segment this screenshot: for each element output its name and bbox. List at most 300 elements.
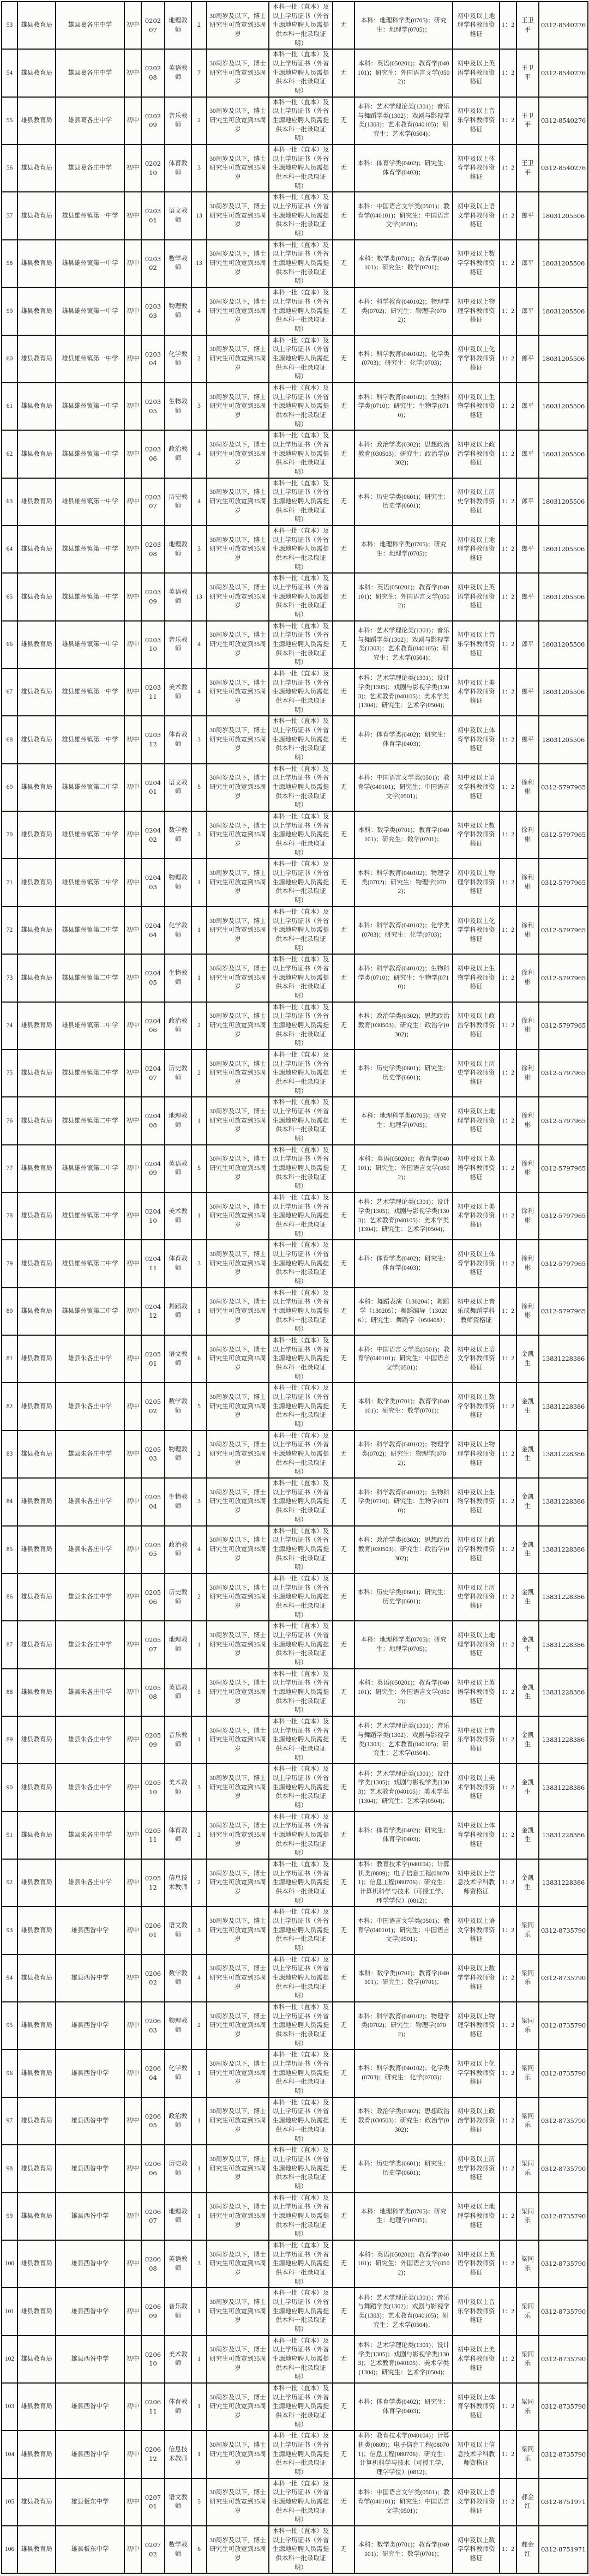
cell-contact-phone: 0312-8540276 (539, 144, 588, 192)
cell-seq-number: 101 (2, 2288, 17, 2335)
cell-exam-ratio: 1：2 (500, 1192, 516, 1240)
cell-post-code: 020311 (141, 668, 165, 716)
recruitment-job-table (1, 1, 588, 2574)
cell-school-name: 雄县雄州镇第一中学 (56, 668, 124, 716)
cell-major-requirement: 本科：艺术学理论类(1301)；设计学类(1305)；戏剧与影视学类(1303)；艺术教育(040105)；美术学类(1304)；研究生：艺术学(0504)； (354, 1764, 453, 1811)
table-row (2, 811, 588, 859)
cell-post-code: 020701 (141, 2478, 165, 2526)
cell-headcount: 1 (191, 1192, 207, 1240)
cell-other-requirement: 无 (333, 240, 354, 287)
cell-exam-ratio: 1：2 (500, 2383, 516, 2430)
cell-seq-number: 73 (2, 954, 17, 1002)
cell-degree-requirement: 本科一批（直本）及以上学历证书（外省生源地应聘人员需提供本科一批录取证明） (269, 1097, 333, 1144)
cell-post-title: 化学教师 (165, 907, 191, 954)
cell-contact-person: 王卫平 (516, 2, 539, 49)
cell-supervising-bureau: 雄县教育局 (17, 1812, 56, 1859)
cell-degree-requirement: 本科一批（直本）及以上学历证书（外省生源地应聘人员需提供本科一批录取证明） (269, 1002, 333, 1049)
cell-school-name: 雄县葛各庄中学 (56, 49, 124, 96)
cell-exam-ratio: 1：2 (500, 478, 516, 526)
cell-headcount: 2 (191, 1859, 207, 1907)
table-row (2, 1478, 588, 1525)
cell-seq-number: 95 (2, 2002, 17, 2049)
cell-school-stage: 初中 (124, 97, 141, 144)
cell-post-code: 020310 (141, 621, 165, 668)
cell-major-requirement: 本科：艺术学理论类(1301)；音乐与舞蹈学类(1302)；戏剧与影视学类(1303)；艺术教育(040105)；研究生：艺术学(0504)； (354, 1716, 453, 1764)
cell-post-title: 英语教师 (165, 573, 191, 620)
cell-post-code: 020504 (141, 1478, 165, 1525)
cell-school-stage: 初中 (124, 1907, 141, 1954)
cell-exam-ratio: 1：2 (500, 1431, 516, 1478)
cell-major-requirement: 本科：体育学类(0402)；研究生：体育学(0403)； (354, 2383, 453, 2430)
cell-contact-phone: 0312-5797965 (539, 954, 588, 1002)
cell-degree-requirement: 本科一批（直本）及以上学历证书（外省生源地应聘人员需提供本科一批录取证明） (269, 2049, 333, 2097)
cell-school-stage: 初中 (124, 2526, 141, 2573)
cell-post-code: 020303 (141, 287, 165, 335)
cell-headcount: 13 (191, 240, 207, 287)
cell-age-requirement: 30周岁及以下，博士研究生可放宽到35周岁 (207, 1907, 269, 1954)
cell-teacher-certificate: 初中及以上音乐学科教师资格证 (453, 2288, 500, 2335)
cell-teacher-certificate: 初中及以上体育学科教师资格证 (453, 1240, 500, 1287)
cell-major-requirement: 本科：科学教育(040102)；物理学类(0702)；研究生：物理学(0702)； (354, 1431, 453, 1478)
cell-school-name: 雄县朱各庄中学 (56, 1431, 124, 1478)
cell-school-name: 雄县雄州镇第一中学 (56, 383, 124, 430)
cell-school-stage: 初中 (124, 2240, 141, 2288)
cell-school-name: 雄县雄州镇第一中学 (56, 716, 124, 763)
cell-teacher-certificate: 初中及以上体育学科教师资格证 (453, 1812, 500, 1859)
cell-degree-requirement: 本科一批（直本）及以上学历证书（外省生源地应聘人员需提供本科一批录取证明） (269, 668, 333, 716)
cell-other-requirement: 无 (333, 1859, 354, 1907)
cell-contact-phone: 13831228386 (539, 1812, 588, 1859)
cell-supervising-bureau: 雄县教育局 (17, 1288, 56, 1335)
cell-contact-phone: 0312-8735790 (539, 2097, 588, 2145)
cell-headcount: 4 (191, 668, 207, 716)
cell-post-title: 体育教师 (165, 1240, 191, 1287)
cell-exam-ratio: 1：2 (500, 335, 516, 383)
cell-exam-ratio: 1：2 (500, 573, 516, 620)
cell-school-stage: 初中 (124, 2478, 141, 2526)
cell-seq-number: 94 (2, 1954, 17, 2002)
cell-degree-requirement: 本科一批（直本）及以上学历证书（外省生源地应聘人员需提供本科一批录取证明） (269, 1049, 333, 1097)
cell-supervising-bureau: 雄县教育局 (17, 2193, 56, 2240)
cell-school-name: 雄县朱各庄中学 (56, 1526, 124, 1573)
cell-major-requirement: 本科：艺术学理论类(1301)；音乐与舞蹈学类(1302)；戏剧与影视学类(1303)；艺术教育(040105)；研究生：艺术学(0504)； (354, 2288, 453, 2335)
cell-seq-number: 104 (2, 2430, 17, 2478)
cell-post-code: 020608 (141, 2240, 165, 2288)
cell-school-stage: 初中 (124, 49, 141, 96)
cell-post-title: 音乐教师 (165, 97, 191, 144)
cell-degree-requirement: 本科一批（直本）及以上学历证书（外省生源地应聘人员需提供本科一批录取证明） (269, 1383, 333, 1430)
cell-teacher-certificate: 初中及以上语文学科教师资格证 (453, 192, 500, 239)
cell-teacher-certificate: 初中及以上政治学科教师资格证 (453, 1526, 500, 1573)
cell-supervising-bureau: 雄县教育局 (17, 1192, 56, 1240)
cell-school-name: 雄县雄州镇第一中学 (56, 573, 124, 620)
cell-post-title: 数学教师 (165, 240, 191, 287)
cell-school-stage: 初中 (124, 1192, 141, 1240)
cell-post-code: 020307 (141, 478, 165, 526)
cell-contact-phone: 13831228386 (539, 1335, 588, 1383)
cell-exam-ratio: 1：2 (500, 1240, 516, 1287)
cell-degree-requirement: 本科一批（直本）及以上学历证书（外省生源地应聘人员需提供本科一批录取证明） (269, 2145, 333, 2192)
cell-supervising-bureau: 雄县教育局 (17, 2002, 56, 2049)
cell-school-name: 雄县雄州镇第二中学 (56, 811, 124, 859)
cell-major-requirement: 本科：科学教育(040102)；物理学类(0702)；研究生：物理学(0702)； (354, 287, 453, 335)
cell-post-code: 020511 (141, 1812, 165, 1859)
cell-other-requirement: 无 (333, 2430, 354, 2478)
cell-major-requirement: 本科：历史学类(0601)；研究生：历史学(0601)； (354, 478, 453, 526)
cell-seq-number: 105 (2, 2478, 17, 2526)
cell-other-requirement: 无 (333, 335, 354, 383)
cell-exam-ratio: 1：2 (500, 1907, 516, 1954)
cell-teacher-certificate: 初中及以上物理学科教师资格证 (453, 287, 500, 335)
cell-contact-person: 梁同乐 (516, 1954, 539, 2002)
cell-degree-requirement: 本科一批（直本）及以上学历证书（外省生源地应聘人员需提供本科一批录取证明） (269, 1573, 333, 1621)
cell-contact-person: 梁同乐 (516, 2002, 539, 2049)
cell-other-requirement: 无 (333, 2002, 354, 2049)
cell-post-code: 020602 (141, 1954, 165, 2002)
cell-major-requirement: 本科：艺术学理论类(1301)；设计学类(1305)；戏剧与影视学类(1303)；艺术教育(040105)；美术学类(1304)；研究生：艺术学(0504)； (354, 2336, 453, 2383)
cell-headcount: 1 (191, 2049, 207, 2097)
table-row (2, 430, 588, 478)
cell-supervising-bureau: 雄县教育局 (17, 2336, 56, 2383)
cell-post-code: 020702 (141, 2526, 165, 2573)
cell-contact-phone: 0312-8735790 (539, 1954, 588, 2002)
cell-exam-ratio: 1：2 (500, 621, 516, 668)
cell-teacher-certificate: 初中及以上音乐或舞蹈学科教师资格证 (453, 1288, 500, 1335)
cell-seq-number: 102 (2, 2336, 17, 2383)
cell-contact-person: 郎平 (516, 526, 539, 573)
cell-post-code: 020404 (141, 907, 165, 954)
cell-post-title: 信息技术教师 (165, 1859, 191, 1907)
table-row (2, 1669, 588, 1716)
cell-post-code: 020506 (141, 1573, 165, 1621)
cell-seq-number: 59 (2, 287, 17, 335)
cell-contact-phone: 18031205506 (539, 668, 588, 716)
cell-supervising-bureau: 雄县教育局 (17, 2430, 56, 2478)
cell-supervising-bureau: 雄县教育局 (17, 2383, 56, 2430)
cell-major-requirement: 本科：中国语言文学类(0501)；教育学(040101)；研究生：中国语言文学(0501)； (354, 2478, 453, 2526)
cell-contact-person: 徐利彬 (516, 859, 539, 906)
cell-school-name: 雄县西昝中学 (56, 2002, 124, 2049)
cell-seq-number: 58 (2, 240, 17, 287)
cell-degree-requirement: 本科一批（直本）及以上学历证书（外省生源地应聘人员需提供本科一批录取证明） (269, 97, 333, 144)
cell-headcount: 4 (191, 287, 207, 335)
cell-school-name: 雄县板东中学 (56, 2526, 124, 2573)
cell-teacher-certificate: 初中及以上数学学科教师资格证 (453, 240, 500, 287)
cell-age-requirement: 30周岁及以下，博士研究生可放宽到35周岁 (207, 144, 269, 192)
cell-other-requirement: 无 (333, 97, 354, 144)
cell-degree-requirement: 本科一批（直本）及以上学历证书（外省生源地应聘人员需提供本科一批录取证明） (269, 1478, 333, 1525)
table-row (2, 2383, 588, 2430)
cell-supervising-bureau: 雄县教育局 (17, 1049, 56, 1097)
cell-seq-number: 97 (2, 2097, 17, 2145)
cell-headcount: 1 (191, 2336, 207, 2383)
cell-post-code: 020209 (141, 97, 165, 144)
cell-age-requirement: 30周岁及以下，博士研究生可放宽到35周岁 (207, 1526, 269, 1573)
cell-seq-number: 78 (2, 1192, 17, 1240)
cell-teacher-certificate: 初中及以上历史学科教师资格证 (453, 478, 500, 526)
cell-seq-number: 54 (2, 49, 17, 96)
table-row (2, 954, 588, 1002)
cell-teacher-certificate: 初中及以上政治学科教师资格证 (453, 2097, 500, 2145)
cell-exam-ratio: 1：2 (500, 2240, 516, 2288)
cell-post-title: 历史教师 (165, 1049, 191, 1097)
cell-supervising-bureau: 雄县教育局 (17, 478, 56, 526)
cell-supervising-bureau: 雄县教育局 (17, 49, 56, 96)
cell-degree-requirement: 本科一批（直本）及以上学历证书（外省生源地应聘人员需提供本科一批录取证明） (269, 49, 333, 96)
cell-exam-ratio: 1：2 (500, 2097, 516, 2145)
cell-exam-ratio: 1：2 (500, 2193, 516, 2240)
cell-other-requirement: 无 (333, 2383, 354, 2430)
cell-post-title: 语文教师 (165, 2478, 191, 2526)
cell-degree-requirement: 本科一批（直本）及以上学历证书（外省生源地应聘人员需提供本科一批录取证明） (269, 1716, 333, 1764)
cell-exam-ratio: 1：2 (500, 764, 516, 811)
cell-contact-person: 郎平 (516, 335, 539, 383)
cell-seq-number: 69 (2, 764, 17, 811)
cell-supervising-bureau: 雄县教育局 (17, 1621, 56, 1668)
cell-other-requirement: 无 (333, 1049, 354, 1097)
cell-age-requirement: 30周岁及以下，博士研究生可放宽到35周岁 (207, 1288, 269, 1335)
cell-school-stage: 初中 (124, 668, 141, 716)
table-row (2, 573, 588, 620)
cell-headcount: 4 (191, 430, 207, 478)
cell-headcount: 1 (191, 2193, 207, 2240)
cell-contact-phone: 0312-5797965 (539, 811, 588, 859)
cell-teacher-certificate: 初中及以上语文学科教师资格证 (453, 764, 500, 811)
cell-major-requirement: 本科：英语(050201)；教育学(040101)；研究生：外国语言文学(0502)； (354, 1145, 453, 1192)
cell-age-requirement: 30周岁及以下，博士研究生可放宽到35周岁 (207, 859, 269, 906)
cell-contact-person: 金凯生 (516, 1764, 539, 1811)
cell-post-code: 020604 (141, 2049, 165, 2097)
cell-headcount: 3 (191, 526, 207, 573)
cell-age-requirement: 30周岁及以下，博士研究生可放宽到35周岁 (207, 240, 269, 287)
cell-age-requirement: 30周岁及以下，博士研究生可放宽到35周岁 (207, 1145, 269, 1192)
cell-age-requirement: 30周岁及以下，博士研究生可放宽到35周岁 (207, 1573, 269, 1621)
cell-age-requirement: 30周岁及以下，博士研究生可放宽到35周岁 (207, 1764, 269, 1811)
cell-contact-phone: 13831228386 (539, 1716, 588, 1764)
cell-post-code: 020411 (141, 1240, 165, 1287)
cell-post-title: 音乐教师 (165, 621, 191, 668)
cell-exam-ratio: 1：2 (500, 1764, 516, 1811)
cell-contact-person: 徐利彬 (516, 1002, 539, 1049)
cell-school-stage: 初中 (124, 621, 141, 668)
cell-headcount: 1 (191, 2383, 207, 2430)
cell-headcount: 3 (191, 383, 207, 430)
cell-contact-phone: 13831228386 (539, 1669, 588, 1716)
cell-supervising-bureau: 雄县教育局 (17, 1859, 56, 1907)
cell-seq-number: 103 (2, 2383, 17, 2430)
cell-teacher-certificate: 初中及以上生物学科教师资格证 (453, 1478, 500, 1525)
table-row (2, 1954, 588, 2002)
cell-contact-phone: 13831228386 (539, 1478, 588, 1525)
cell-post-title: 物理教师 (165, 287, 191, 335)
cell-post-title: 语文教师 (165, 192, 191, 239)
cell-major-requirement: 本科：科学教育(040102)；化学类(0703)；研究生：化学(0703)； (354, 335, 453, 383)
cell-school-stage: 初中 (124, 1288, 141, 1335)
cell-school-stage: 初中 (124, 430, 141, 478)
cell-supervising-bureau: 雄县教育局 (17, 1954, 56, 2002)
cell-age-requirement: 30周岁及以下，博士研究生可放宽到35周岁 (207, 49, 269, 96)
cell-age-requirement: 30周岁及以下，博士研究生可放宽到35周岁 (207, 1716, 269, 1764)
cell-contact-person: 郎平 (516, 716, 539, 763)
cell-major-requirement: 本科：历史学类(0601)；研究生：历史学(0601)； (354, 2145, 453, 2192)
cell-post-title: 音乐教师 (165, 1716, 191, 1764)
cell-other-requirement: 无 (333, 1621, 354, 1668)
cell-major-requirement: 本科：数学类(0701)；教育学(040101)；研究生：数学(0701)； (354, 2526, 453, 2573)
cell-other-requirement: 无 (333, 1478, 354, 1525)
cell-teacher-certificate: 初中及以上生物学科教师资格证 (453, 954, 500, 1002)
cell-teacher-certificate: 初中及以上地理学科教师资格证 (453, 2, 500, 49)
cell-headcount: 2 (191, 1002, 207, 1049)
cell-post-title: 数学教师 (165, 1383, 191, 1430)
table-row (2, 1812, 588, 1859)
cell-school-name: 雄县雄州镇第一中学 (56, 192, 124, 239)
cell-post-title: 语文教师 (165, 1335, 191, 1383)
cell-major-requirement: 本科：体育学类(0402)；研究生：体育学(0403)； (354, 716, 453, 763)
cell-degree-requirement: 本科一批（直本）及以上学历证书（外省生源地应聘人员需提供本科一批录取证明） (269, 2430, 333, 2478)
cell-other-requirement: 无 (333, 1907, 354, 1954)
cell-other-requirement: 无 (333, 2526, 354, 2573)
cell-exam-ratio: 1：2 (500, 1573, 516, 1621)
cell-seq-number: 61 (2, 383, 17, 430)
cell-contact-phone: 0312-8751971 (539, 2478, 588, 2526)
cell-post-title: 物理教师 (165, 2002, 191, 2049)
cell-post-title: 美术教师 (165, 1192, 191, 1240)
cell-other-requirement: 无 (333, 2, 354, 49)
cell-other-requirement: 无 (333, 287, 354, 335)
cell-exam-ratio: 1：2 (500, 1097, 516, 1144)
cell-exam-ratio: 1：2 (500, 1954, 516, 2002)
cell-contact-person: 郎平 (516, 478, 539, 526)
cell-school-stage: 初中 (124, 192, 141, 239)
cell-supervising-bureau: 雄县教育局 (17, 430, 56, 478)
cell-major-requirement: 本科：科学教育(040102)；化学类(0703)；研究生：化学(0703)； (354, 2049, 453, 2097)
cell-supervising-bureau: 雄县教育局 (17, 2478, 56, 2526)
cell-teacher-certificate: 初中及以上历史学科教师资格证 (453, 1573, 500, 1621)
cell-degree-requirement: 本科一批（直本）及以上学历证书（外省生源地应聘人员需提供本科一批录取证明） (269, 954, 333, 1002)
cell-major-requirement: 本科：中国语言文学类(0501)；教育学(040101)；研究生：中国语言文学(0501)； (354, 764, 453, 811)
cell-degree-requirement: 本科一批（直本）及以上学历证书（外省生源地应聘人员需提供本科一批录取证明） (269, 2526, 333, 2573)
cell-supervising-bureau: 雄县教育局 (17, 1240, 56, 1287)
cell-other-requirement: 无 (333, 954, 354, 1002)
cell-degree-requirement: 本科一批（直本）及以上学历证书（外省生源地应聘人员需提供本科一批录取证明） (269, 335, 333, 383)
cell-contact-person: 郎平 (516, 621, 539, 668)
table-row (2, 2526, 588, 2573)
cell-school-name: 雄县雄州镇第二中学 (56, 1288, 124, 1335)
cell-contact-person: 金凯生 (516, 1621, 539, 1668)
cell-school-stage: 初中 (124, 240, 141, 287)
cell-school-stage: 初中 (124, 2097, 141, 2145)
cell-major-requirement: 本科：英语(050201)；教育学(040101)；研究生：外国语言文学(0502)； (354, 1669, 453, 1716)
cell-school-name: 雄县朱各庄中学 (56, 1764, 124, 1811)
cell-seq-number: 53 (2, 2, 17, 49)
cell-contact-phone: 13831228386 (539, 1621, 588, 1668)
cell-other-requirement: 无 (333, 2097, 354, 2145)
cell-post-title: 地理教师 (165, 1621, 191, 1668)
cell-age-requirement: 30周岁及以下，博士研究生可放宽到35周岁 (207, 192, 269, 239)
cell-supervising-bureau: 雄县教育局 (17, 1716, 56, 1764)
cell-exam-ratio: 1：2 (500, 2288, 516, 2335)
cell-exam-ratio: 1：2 (500, 1145, 516, 1192)
cell-age-requirement: 30周岁及以下，博士研究生可放宽到35周岁 (207, 1192, 269, 1240)
cell-age-requirement: 30周岁及以下，博士研究生可放宽到35周岁 (207, 621, 269, 668)
cell-major-requirement: 本科：数学类(0701)；教育学(040101)；研究生：数学(0701)； (354, 1954, 453, 2002)
cell-contact-person: 王卫平 (516, 97, 539, 144)
cell-major-requirement: 本科：科学教育(040102)；化学类(0703)；研究生：化学(0703)； (354, 907, 453, 954)
table-row (2, 2002, 588, 2049)
cell-headcount: 2 (191, 2, 207, 49)
cell-contact-person: 王卫平 (516, 144, 539, 192)
cell-age-requirement: 30周岁及以下，博士研究生可放宽到35周岁 (207, 2097, 269, 2145)
cell-degree-requirement: 本科一批（直本）及以上学历证书（外省生源地应聘人员需提供本科一批录取证明） (269, 2193, 333, 2240)
cell-contact-phone: 0312-5797965 (539, 1288, 588, 1335)
cell-headcount: 3 (191, 144, 207, 192)
cell-degree-requirement: 本科一批（直本）及以上学历证书（外省生源地应聘人员需提供本科一批录取证明） (269, 1764, 333, 1811)
cell-school-stage: 初中 (124, 716, 141, 763)
cell-contact-person: 金凯生 (516, 1859, 539, 1907)
cell-school-name: 雄县雄州镇第二中学 (56, 1145, 124, 1192)
cell-teacher-certificate: 初中及以上信息技术学科教师资格证 (453, 1859, 500, 1907)
cell-supervising-bureau: 雄县教育局 (17, 859, 56, 906)
cell-post-code: 020605 (141, 2097, 165, 2145)
cell-seq-number: 93 (2, 1907, 17, 1954)
cell-school-stage: 初中 (124, 1145, 141, 1192)
cell-contact-person: 王卫平 (516, 49, 539, 96)
table-row (2, 1526, 588, 1573)
cell-contact-person: 徐利彬 (516, 907, 539, 954)
cell-contact-person: 金凯生 (516, 1669, 539, 1716)
cell-contact-person: 郎平 (516, 287, 539, 335)
cell-school-stage: 初中 (124, 1526, 141, 1573)
cell-post-code: 020612 (141, 2430, 165, 2478)
cell-other-requirement: 无 (333, 49, 354, 96)
cell-age-requirement: 30周岁及以下，博士研究生可放宽到35周岁 (207, 954, 269, 1002)
cell-seq-number: 72 (2, 907, 17, 954)
cell-school-stage: 初中 (124, 2193, 141, 2240)
cell-contact-person: 梁同乐 (516, 2049, 539, 2097)
cell-post-title: 政治教师 (165, 1002, 191, 1049)
cell-headcount: 3 (191, 2240, 207, 2288)
cell-supervising-bureau: 雄县教育局 (17, 1573, 56, 1621)
cell-other-requirement: 无 (333, 1954, 354, 2002)
cell-age-requirement: 30周岁及以下，博士研究生可放宽到35周岁 (207, 287, 269, 335)
cell-post-title: 语文教师 (165, 1907, 191, 1954)
cell-school-stage: 初中 (124, 478, 141, 526)
cell-school-name: 雄县朱各庄中学 (56, 1621, 124, 1668)
cell-teacher-certificate: 初中及以上音乐学科教师资格证 (453, 97, 500, 144)
cell-headcount: 4 (191, 1954, 207, 2002)
cell-other-requirement: 无 (333, 2478, 354, 2526)
cell-contact-phone: 0312-8735790 (539, 2145, 588, 2192)
cell-exam-ratio: 1：2 (500, 859, 516, 906)
cell-contact-person: 金凯生 (516, 1478, 539, 1525)
cell-degree-requirement: 本科一批（直本）及以上学历证书（外省生源地应聘人员需提供本科一批录取证明） (269, 2336, 333, 2383)
cell-post-code: 020304 (141, 335, 165, 383)
table-row (2, 240, 588, 287)
table-row (2, 2193, 588, 2240)
cell-other-requirement: 无 (333, 1573, 354, 1621)
cell-teacher-certificate: 初中及以上历史学科教师资格证 (453, 2145, 500, 2192)
cell-teacher-certificate: 初中及以上化学学科教师资格证 (453, 335, 500, 383)
cell-other-requirement: 无 (333, 1764, 354, 1811)
cell-supervising-bureau: 雄县教育局 (17, 1907, 56, 1954)
cell-age-requirement: 30周岁及以下，博士研究生可放宽到35周岁 (207, 2336, 269, 2383)
table-row (2, 526, 588, 573)
cell-contact-person: 梁同乐 (516, 2288, 539, 2335)
cell-school-name: 雄县雄州镇第一中学 (56, 430, 124, 478)
cell-supervising-bureau: 雄县教育局 (17, 2288, 56, 2335)
cell-headcount: 13 (191, 573, 207, 620)
cell-post-code: 020512 (141, 1859, 165, 1907)
